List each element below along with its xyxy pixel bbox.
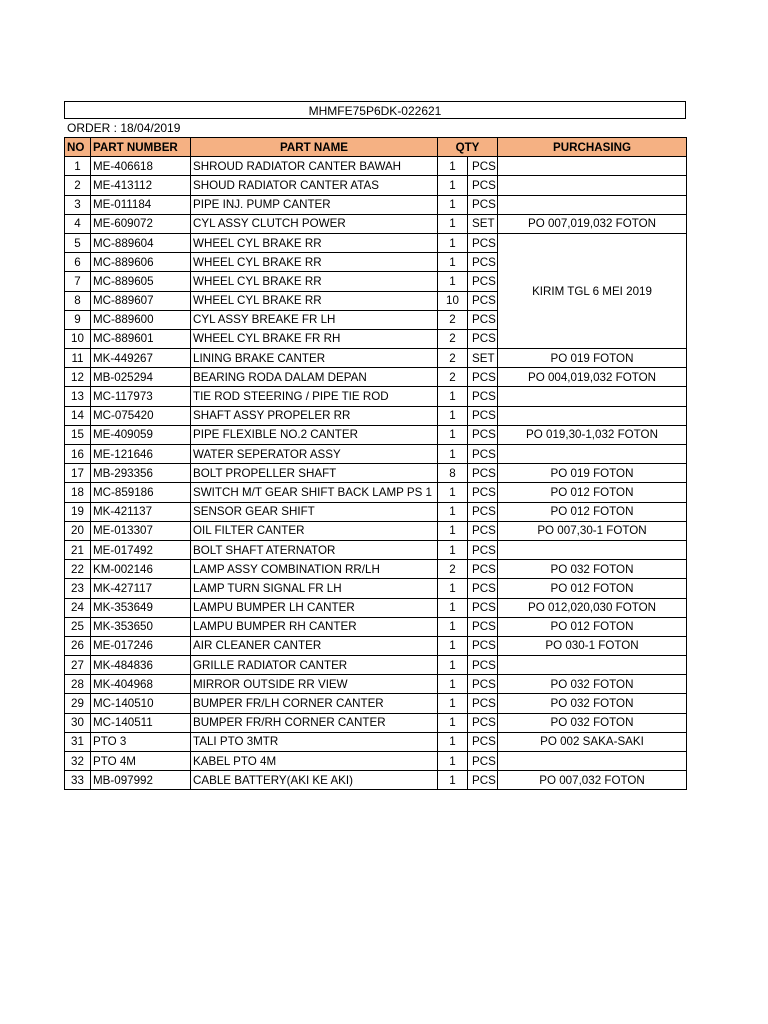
qty-cell: 1 xyxy=(438,656,468,675)
header-purchasing: PURCHASING xyxy=(498,138,687,157)
purchasing-cell: PO 012 FOTON xyxy=(498,502,687,521)
unit-cell: PCS xyxy=(468,521,498,540)
qty-cell: 2 xyxy=(438,349,468,368)
qty-cell: 1 xyxy=(438,387,468,406)
part-number-cell: MK-427117 xyxy=(91,579,191,598)
row-number: 11 xyxy=(65,349,91,368)
purchasing-cell: PO 007,032 FOTON xyxy=(498,771,687,790)
purchasing-cell xyxy=(498,656,687,675)
purchasing-cell: PO 019 FOTON xyxy=(498,349,687,368)
row-number: 2 xyxy=(65,176,91,195)
part-name-cell: TALI PTO 3MTR xyxy=(191,732,438,751)
qty-cell: 2 xyxy=(438,310,468,329)
unit-cell: PCS xyxy=(468,291,498,310)
part-name-cell: WATER SEPERATOR ASSY xyxy=(191,445,438,464)
part-name-cell: SWITCH M/T GEAR SHIFT BACK LAMP PS 1 xyxy=(191,483,438,502)
part-name-cell: BEARING RODA DALAM DEPAN xyxy=(191,368,438,387)
part-number-cell: PTO 3 xyxy=(91,732,191,751)
table-row xyxy=(65,540,687,559)
document-title: MHMFE75P6DK-022621 xyxy=(64,101,686,119)
row-number: 24 xyxy=(65,598,91,617)
unit-cell: PCS xyxy=(468,675,498,694)
row-number: 7 xyxy=(65,272,91,291)
row-number: 1 xyxy=(65,157,91,176)
purchasing-cell: PO 019,30-1,032 FOTON xyxy=(498,425,687,444)
table-row xyxy=(65,233,687,252)
table-row xyxy=(65,445,687,464)
unit-cell: PCS xyxy=(468,406,498,425)
part-number-cell: KM-002146 xyxy=(91,560,191,579)
spreadsheet xyxy=(64,101,686,790)
purchasing-cell: PO 004,019,032 FOTON xyxy=(498,368,687,387)
qty-cell: 1 xyxy=(438,579,468,598)
part-name-cell: BUMPER FR/LH CORNER CANTER xyxy=(191,694,438,713)
purchasing-cell: PO 032 FOTON xyxy=(498,675,687,694)
row-number: 32 xyxy=(65,752,91,771)
row-number: 22 xyxy=(65,560,91,579)
table-row xyxy=(65,579,687,598)
part-number-cell: ME-609072 xyxy=(91,214,191,233)
unit-cell: PCS xyxy=(468,656,498,675)
qty-cell: 2 xyxy=(438,368,468,387)
table-row xyxy=(65,521,687,540)
part-number-cell: MK-449267 xyxy=(91,349,191,368)
unit-cell: PCS xyxy=(468,483,498,502)
table-row xyxy=(65,656,687,675)
purchasing-cell: PO 012 FOTON xyxy=(498,617,687,636)
purchasing-cell: PO 007,30-1 FOTON xyxy=(498,521,687,540)
part-name-cell: LAMP ASSY COMBINATION RR/LH xyxy=(191,560,438,579)
row-number: 15 xyxy=(65,425,91,444)
purchasing-cell xyxy=(498,157,687,176)
part-number-cell: MC-889606 xyxy=(91,253,191,272)
qty-cell: 1 xyxy=(438,233,468,252)
unit-cell: PCS xyxy=(468,310,498,329)
purchasing-cell xyxy=(498,752,687,771)
part-name-cell: LAMPU BUMPER RH CANTER xyxy=(191,617,438,636)
qty-cell: 1 xyxy=(438,483,468,502)
row-number: 8 xyxy=(65,291,91,310)
purchasing-cell xyxy=(498,445,687,464)
part-number-cell: ME-409059 xyxy=(91,425,191,444)
qty-cell: 1 xyxy=(438,540,468,559)
qty-cell: 8 xyxy=(438,464,468,483)
table-row xyxy=(65,713,687,732)
table-row xyxy=(65,694,687,713)
qty-cell: 1 xyxy=(438,713,468,732)
row-number: 26 xyxy=(65,636,91,655)
qty-cell: 1 xyxy=(438,195,468,214)
unit-cell: PCS xyxy=(468,253,498,272)
unit-cell: PCS xyxy=(468,540,498,559)
purchasing-cell: PO 032 FOTON xyxy=(498,713,687,732)
qty-cell: 1 xyxy=(438,694,468,713)
qty-cell: 1 xyxy=(438,502,468,521)
header-no: NO xyxy=(65,138,91,157)
part-name-cell: PIPE FLEXIBLE NO.2 CANTER xyxy=(191,425,438,444)
row-number: 19 xyxy=(65,502,91,521)
unit-cell: PCS xyxy=(468,445,498,464)
purchasing-cell: PO 032 FOTON xyxy=(498,694,687,713)
part-name-cell: BUMPER FR/RH CORNER CANTER xyxy=(191,713,438,732)
table-row xyxy=(65,387,687,406)
purchasing-cell xyxy=(498,176,687,195)
parts-table xyxy=(64,137,687,790)
row-number: 33 xyxy=(65,771,91,790)
part-name-cell: SENSOR GEAR SHIFT xyxy=(191,502,438,521)
header-part-number: PART NUMBER xyxy=(91,138,191,157)
part-name-cell: LAMPU BUMPER LH CANTER xyxy=(191,598,438,617)
row-number: 13 xyxy=(65,387,91,406)
table-row xyxy=(65,214,687,233)
qty-cell: 2 xyxy=(438,560,468,579)
part-number-cell: ME-017246 xyxy=(91,636,191,655)
part-name-cell: SHOUD RADIATOR CANTER ATAS xyxy=(191,176,438,195)
part-number-cell: MK-353650 xyxy=(91,617,191,636)
table-row xyxy=(65,771,687,790)
purchasing-cell: PO 007,019,032 FOTON xyxy=(498,214,687,233)
part-number-cell: MC-075420 xyxy=(91,406,191,425)
part-name-cell: WHEEL CYL BRAKE RR xyxy=(191,291,438,310)
qty-cell: 1 xyxy=(438,176,468,195)
part-name-cell: PIPE INJ. PUMP CANTER xyxy=(191,195,438,214)
table-row xyxy=(65,349,687,368)
part-number-cell: MC-889601 xyxy=(91,329,191,348)
part-name-cell: CABLE BATTERY(AKI KE AKI) xyxy=(191,771,438,790)
part-name-cell: WHEEL CYL BRAKE RR xyxy=(191,233,438,252)
qty-cell: 10 xyxy=(438,291,468,310)
row-number: 6 xyxy=(65,253,91,272)
table-row xyxy=(65,675,687,694)
qty-cell: 1 xyxy=(438,406,468,425)
part-number-cell: MB-025294 xyxy=(91,368,191,387)
table-body xyxy=(65,157,687,790)
qty-cell: 1 xyxy=(438,214,468,233)
part-number-cell: MB-097992 xyxy=(91,771,191,790)
part-number-cell: MB-293356 xyxy=(91,464,191,483)
qty-cell: 1 xyxy=(438,752,468,771)
row-number: 18 xyxy=(65,483,91,502)
purchasing-cell: PO 012,020,030 FOTON xyxy=(498,598,687,617)
table-row xyxy=(65,157,687,176)
unit-cell: PCS xyxy=(468,272,498,291)
unit-cell: PCS xyxy=(468,195,498,214)
unit-cell: SET xyxy=(468,349,498,368)
purchasing-cell: PO 030-1 FOTON xyxy=(498,636,687,655)
part-number-cell: ME-121646 xyxy=(91,445,191,464)
table-row xyxy=(65,176,687,195)
purchasing-cell xyxy=(498,387,687,406)
qty-cell: 1 xyxy=(438,598,468,617)
purchasing-cell xyxy=(498,406,687,425)
unit-cell: PCS xyxy=(468,368,498,387)
table-row xyxy=(65,406,687,425)
row-number: 23 xyxy=(65,579,91,598)
part-number-cell: MK-484836 xyxy=(91,656,191,675)
table-row xyxy=(65,752,687,771)
unit-cell: PCS xyxy=(468,732,498,751)
qty-cell: 1 xyxy=(438,771,468,790)
table-row xyxy=(65,732,687,751)
part-name-cell: SHAFT ASSY PROPELER RR xyxy=(191,406,438,425)
qty-cell: 1 xyxy=(438,675,468,694)
unit-cell: PCS xyxy=(468,387,498,406)
unit-cell: PCS xyxy=(468,425,498,444)
part-number-cell: MC-140510 xyxy=(91,694,191,713)
qty-cell: 1 xyxy=(438,157,468,176)
part-name-cell: WHEEL CYL BRAKE RR xyxy=(191,272,438,291)
purchasing-cell xyxy=(498,540,687,559)
table-row xyxy=(65,464,687,483)
header-part-name: PART NAME xyxy=(191,138,438,157)
row-number: 4 xyxy=(65,214,91,233)
table-row xyxy=(65,368,687,387)
qty-cell: 1 xyxy=(438,732,468,751)
part-number-cell: ME-013307 xyxy=(91,521,191,540)
part-name-cell: LAMP TURN SIGNAL FR LH xyxy=(191,579,438,598)
qty-cell: 1 xyxy=(438,521,468,540)
qty-cell: 1 xyxy=(438,253,468,272)
purchasing-cell: PO 032 FOTON xyxy=(498,560,687,579)
row-number: 3 xyxy=(65,195,91,214)
qty-cell: 1 xyxy=(438,445,468,464)
part-number-cell: MC-859186 xyxy=(91,483,191,502)
unit-cell: PCS xyxy=(468,598,498,617)
part-name-cell: AIR CLEANER CANTER xyxy=(191,636,438,655)
part-name-cell: TIE ROD STEERING / PIPE TIE ROD xyxy=(191,387,438,406)
row-number: 27 xyxy=(65,656,91,675)
unit-cell: PCS xyxy=(468,636,498,655)
unit-cell: PCS xyxy=(468,713,498,732)
purchasing-cell: PO 012 FOTON xyxy=(498,483,687,502)
part-name-cell: CYL ASSY BREAKE FR LH xyxy=(191,310,438,329)
part-name-cell: BOLT PROPELLER SHAFT xyxy=(191,464,438,483)
unit-cell: PCS xyxy=(468,752,498,771)
unit-cell: PCS xyxy=(468,560,498,579)
unit-cell: PCS xyxy=(468,329,498,348)
part-number-cell: MC-889600 xyxy=(91,310,191,329)
qty-cell: 1 xyxy=(438,636,468,655)
part-name-cell: KABEL PTO 4M xyxy=(191,752,438,771)
row-number: 28 xyxy=(65,675,91,694)
part-number-cell: MC-117973 xyxy=(91,387,191,406)
unit-cell: PCS xyxy=(468,464,498,483)
purchasing-cell: PO 012 FOTON xyxy=(498,579,687,598)
part-name-cell: LINING BRAKE CANTER xyxy=(191,349,438,368)
qty-cell: 1 xyxy=(438,617,468,636)
part-number-cell: PTO 4M xyxy=(91,752,191,771)
row-number: 29 xyxy=(65,694,91,713)
part-name-cell: MIRROR OUTSIDE RR VIEW xyxy=(191,675,438,694)
unit-cell: SET xyxy=(468,214,498,233)
part-number-cell: MK-421137 xyxy=(91,502,191,521)
part-number-cell: MC-889605 xyxy=(91,272,191,291)
part-name-cell: WHEEL CYL BRAKE RR xyxy=(191,253,438,272)
row-number: 17 xyxy=(65,464,91,483)
row-number: 25 xyxy=(65,617,91,636)
table-row xyxy=(65,598,687,617)
header-qty: QTY xyxy=(438,138,498,157)
part-number-cell: MK-404968 xyxy=(91,675,191,694)
unit-cell: PCS xyxy=(468,771,498,790)
table-row xyxy=(65,483,687,502)
row-number: 5 xyxy=(65,233,91,252)
table-row xyxy=(65,425,687,444)
part-number-cell: ME-017492 xyxy=(91,540,191,559)
unit-cell: PCS xyxy=(468,233,498,252)
unit-cell: PCS xyxy=(468,617,498,636)
part-name-cell: OIL FILTER CANTER xyxy=(191,521,438,540)
part-number-cell: MC-140511 xyxy=(91,713,191,732)
unit-cell: PCS xyxy=(468,157,498,176)
table-header-row xyxy=(65,138,687,157)
table-row xyxy=(65,502,687,521)
part-number-cell: MC-889604 xyxy=(91,233,191,252)
part-number-cell: ME-413112 xyxy=(91,176,191,195)
part-name-cell: GRILLE RADIATOR CANTER xyxy=(191,656,438,675)
part-number-cell: ME-011184 xyxy=(91,195,191,214)
table-row xyxy=(65,636,687,655)
unit-cell: PCS xyxy=(468,502,498,521)
purchasing-cell: KIRIM TGL 6 MEI 2019 xyxy=(498,233,687,348)
row-number: 10 xyxy=(65,329,91,348)
row-number: 16 xyxy=(65,445,91,464)
row-number: 21 xyxy=(65,540,91,559)
qty-cell: 2 xyxy=(438,329,468,348)
part-name-cell: BOLT SHAFT ATERNATOR xyxy=(191,540,438,559)
row-number: 9 xyxy=(65,310,91,329)
unit-cell: PCS xyxy=(468,694,498,713)
part-number-cell: MC-889607 xyxy=(91,291,191,310)
purchasing-cell xyxy=(498,195,687,214)
row-number: 14 xyxy=(65,406,91,425)
part-name-cell: SHROUD RADIATOR CANTER BAWAH xyxy=(191,157,438,176)
qty-cell: 1 xyxy=(438,272,468,291)
row-number: 12 xyxy=(65,368,91,387)
part-number-cell: ME-406618 xyxy=(91,157,191,176)
row-number: 20 xyxy=(65,521,91,540)
unit-cell: PCS xyxy=(468,176,498,195)
part-name-cell: CYL ASSY CLUTCH POWER xyxy=(191,214,438,233)
purchasing-cell: PO 019 FOTON xyxy=(498,464,687,483)
table-row xyxy=(65,560,687,579)
table-row xyxy=(65,195,687,214)
unit-cell: PCS xyxy=(468,579,498,598)
row-number: 31 xyxy=(65,732,91,751)
part-number-cell: MK-353649 xyxy=(91,598,191,617)
part-name-cell: WHEEL CYL BRAKE FR RH xyxy=(191,329,438,348)
purchasing-cell: PO 002 SAKA-SAKI xyxy=(498,732,687,751)
qty-cell: 1 xyxy=(438,425,468,444)
table-row xyxy=(65,617,687,636)
order-date: ORDER : 18/04/2019 xyxy=(67,121,181,135)
row-number: 30 xyxy=(65,713,91,732)
